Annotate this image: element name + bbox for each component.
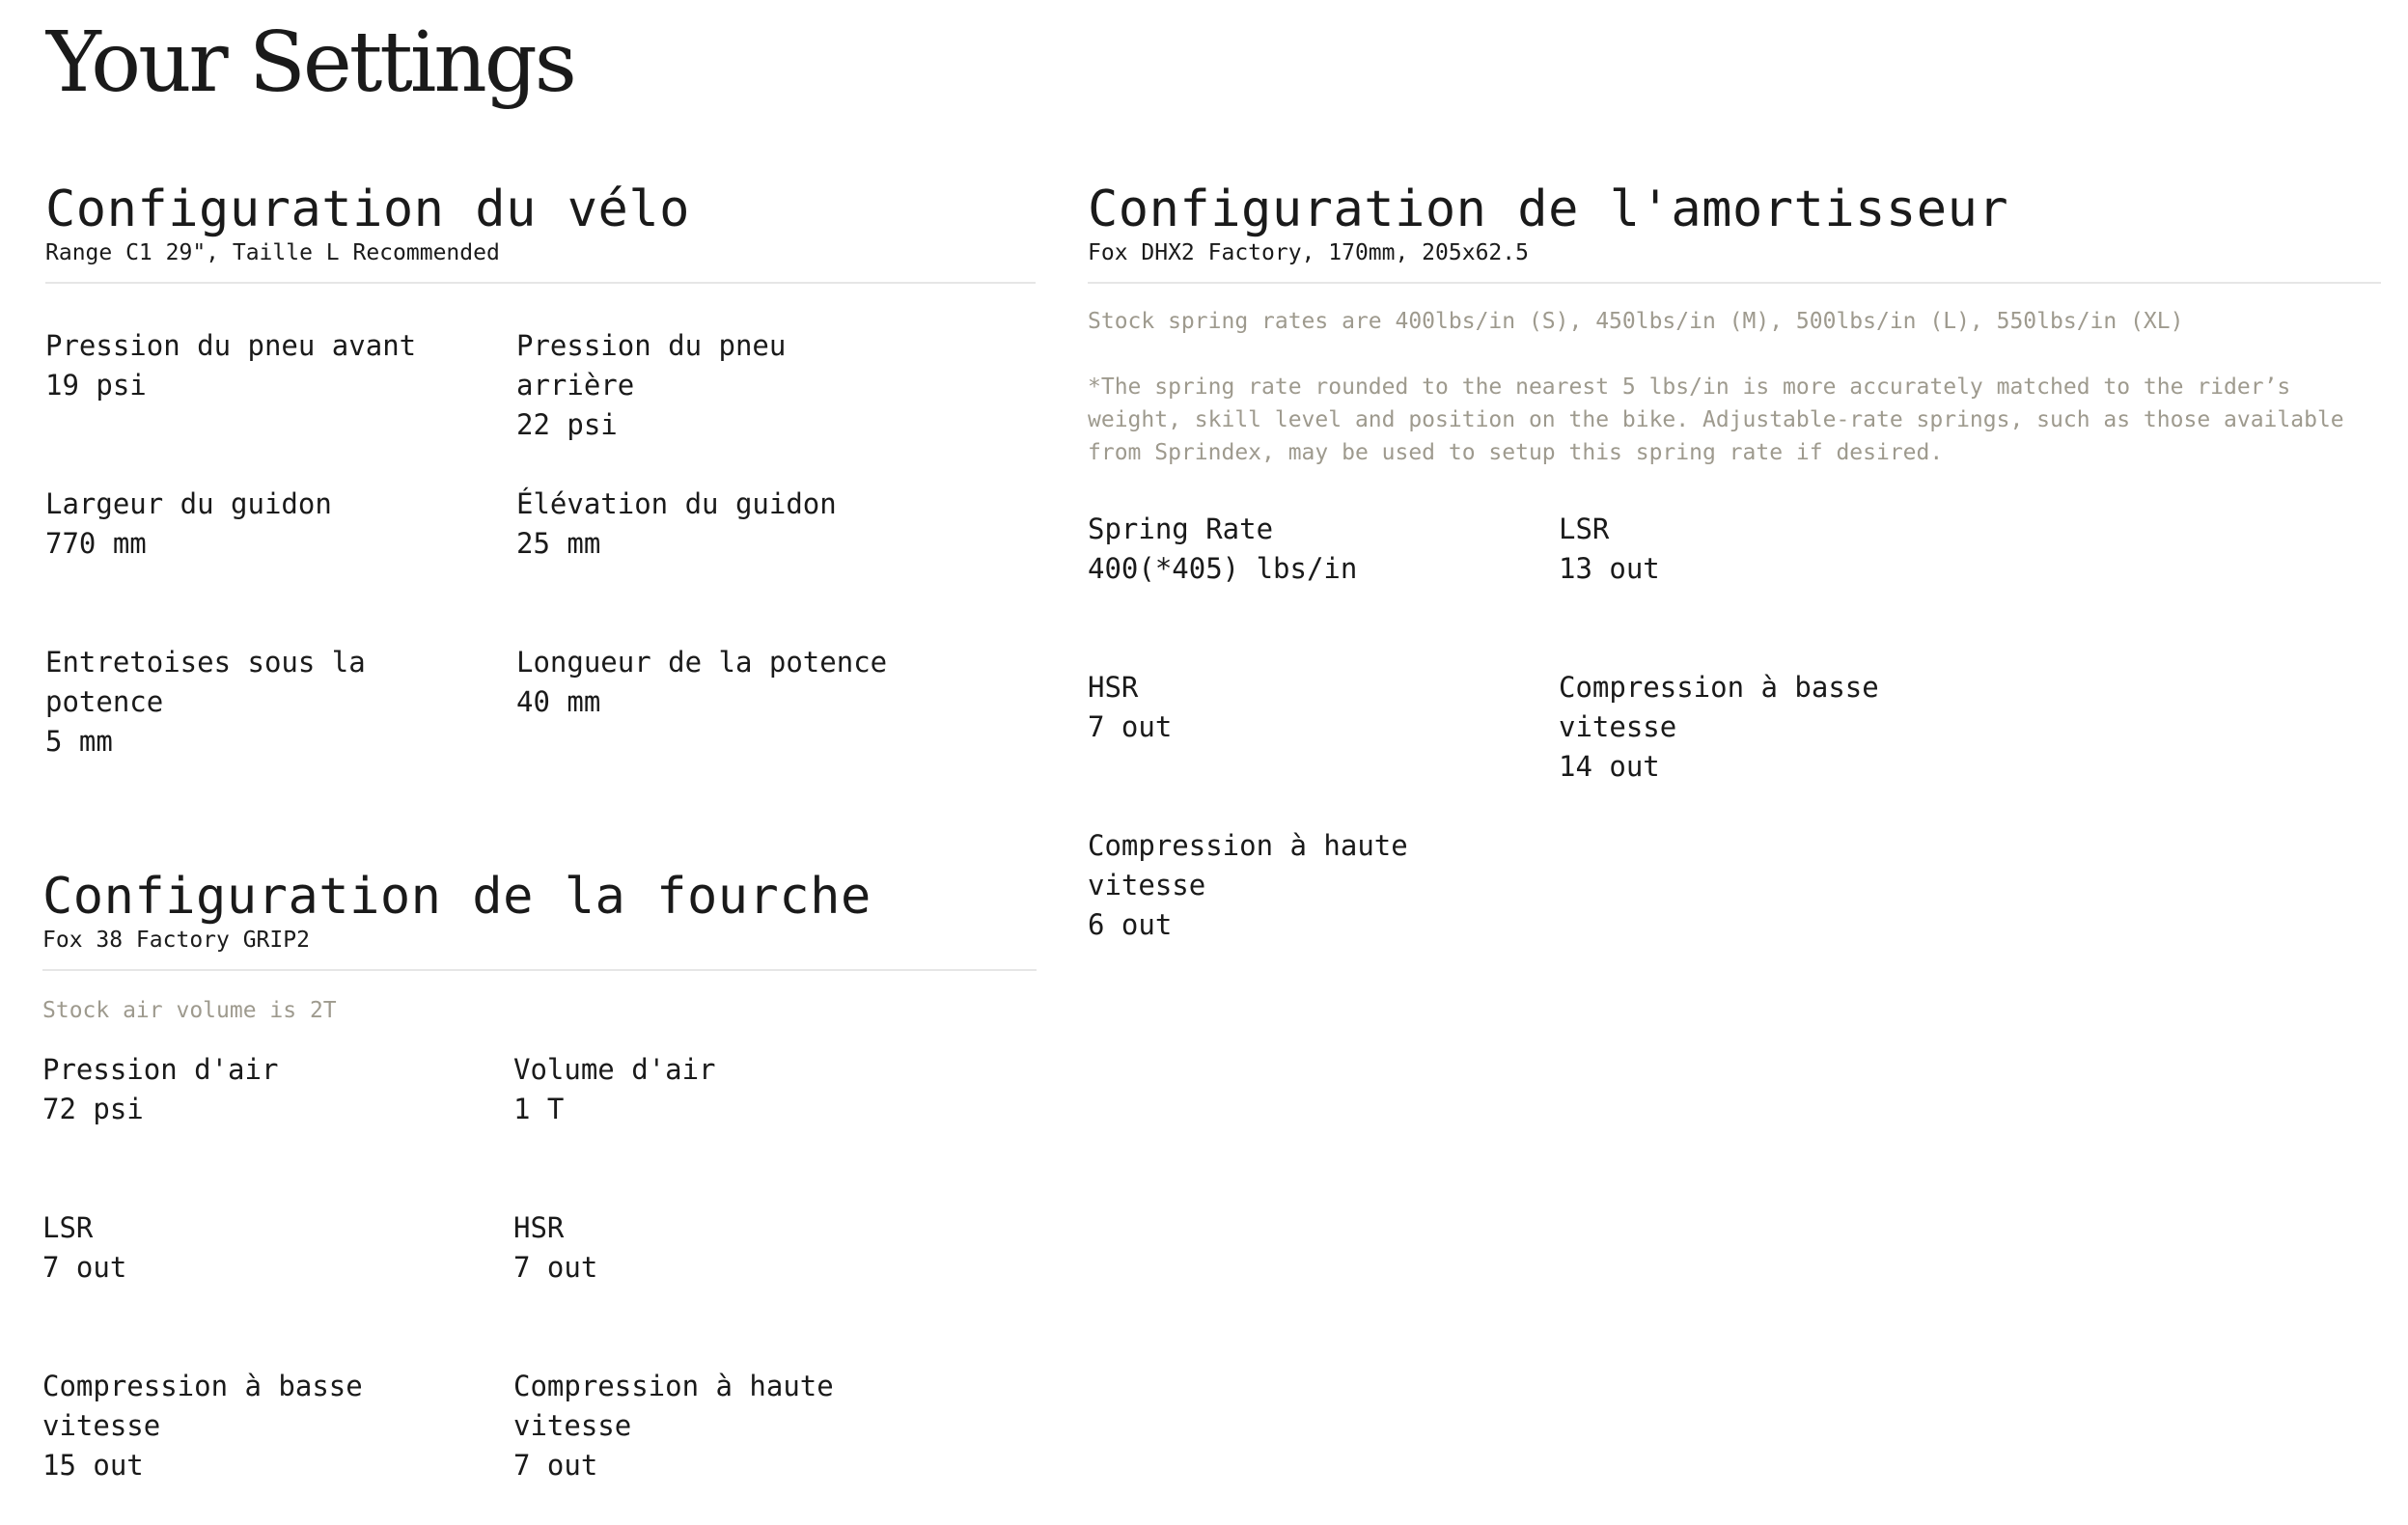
setting-label: Compression à haute vitesse — [1088, 828, 1408, 901]
shock-section-title: Configuration de l'amortisseur — [1088, 180, 2009, 238]
setting-value: 19 psi — [45, 368, 147, 402]
setting-value: 72 psi — [42, 1092, 144, 1125]
fork-settings-grid — [42, 1050, 1037, 1525]
shock-stock-spring-rates-note: Stock spring rates are 400lbs/in (S), 450lbs/in (M), 500lbs/in (L), 550lbs/in (XL) — [1088, 308, 2184, 334]
shock-spring-rate-footnote: *The spring rate rounded to the nearest 5 lbs/in is more accurately matched to the rider’s weight, skill level and position on the bike. Adjustable-rate springs, such as those available from Sprindex, may be used to setup this spring rate if desired. — [1088, 374, 2344, 465]
setting-value: 14 out — [1559, 749, 1660, 783]
setting-stem-spacers — [45, 643, 516, 801]
setting-shock-spring-rate — [1088, 510, 1559, 668]
setting-handlebar-rise — [516, 485, 987, 643]
setting-value: 15 out — [42, 1448, 144, 1482]
setting-value: 40 mm — [516, 684, 601, 718]
setting-fork-air-volume — [513, 1050, 984, 1208]
fork-section-divider — [42, 969, 1037, 971]
setting-stem-length — [516, 643, 987, 801]
setting-value: 25 mm — [516, 526, 601, 560]
setting-label: HSR — [513, 1210, 565, 1244]
setting-label: Compression à basse vitesse — [42, 1369, 363, 1442]
setting-label: Compression à basse vitesse — [1559, 670, 1879, 743]
setting-value: 400(*405) lbs/in — [1088, 551, 1358, 585]
fork-air-volume-note: Stock air volume is 2T — [42, 997, 337, 1023]
setting-label: Pression d'air — [42, 1052, 279, 1086]
setting-label: LSR — [42, 1210, 94, 1244]
setting-label: Largeur du guidon — [45, 486, 332, 520]
setting-shock-low-speed-compression — [1559, 668, 2030, 826]
setting-label: HSR — [1088, 670, 1139, 704]
bike-section-divider — [45, 282, 1036, 284]
setting-value: 5 mm — [45, 724, 113, 758]
setting-label: Entretoises sous la potence — [45, 645, 366, 718]
shock-section-divider — [1088, 282, 2381, 284]
bike-section-title: Configuration du vélo — [45, 180, 690, 238]
setting-label: Pression du pneu arrière — [516, 328, 787, 402]
setting-fork-high-speed-compression — [513, 1367, 984, 1525]
setting-label: Compression à haute vitesse — [513, 1369, 834, 1442]
setting-label: Spring Rate — [1088, 512, 1274, 545]
setting-value: 13 out — [1559, 551, 1660, 585]
setting-value: 6 out — [1088, 907, 1173, 941]
fork-section-subtitle: Fox 38 Factory GRIP2 — [42, 927, 310, 953]
setting-handlebar-width — [45, 485, 516, 643]
shock-section-subtitle: Fox DHX2 Factory, 170mm, 205x62.5 — [1088, 239, 1529, 265]
bike-configuration-section — [45, 181, 1036, 801]
setting-value: 7 out — [513, 1448, 598, 1482]
setting-shock-lsr — [1559, 510, 2030, 668]
setting-fork-hsr — [513, 1208, 984, 1367]
setting-value: 7 out — [42, 1250, 127, 1284]
setting-value: 22 psi — [516, 407, 618, 441]
bike-settings-grid — [45, 326, 1036, 801]
setting-shock-high-speed-compression — [1088, 826, 1559, 984]
setting-front-tire-pressure — [45, 326, 516, 485]
setting-fork-air-pressure — [42, 1050, 513, 1208]
setting-rear-tire-pressure — [516, 326, 987, 485]
setting-label: Longueur de la potence — [516, 645, 888, 679]
shock-settings-grid — [1088, 510, 2381, 984]
shock-configuration-section — [1088, 181, 2381, 984]
fork-configuration-section — [42, 869, 1037, 1525]
setting-value: 7 out — [1088, 709, 1173, 743]
setting-value: 1 T — [513, 1092, 565, 1125]
setting-fork-low-speed-compression — [42, 1367, 513, 1525]
setting-shock-hsr — [1088, 668, 1559, 826]
setting-label: LSR — [1559, 512, 1610, 545]
setting-label: Pression du pneu avant — [45, 328, 417, 362]
setting-label: Volume d'air — [513, 1052, 716, 1086]
setting-fork-lsr — [42, 1208, 513, 1367]
setting-value: 7 out — [513, 1250, 598, 1284]
page-title: Your Settings — [46, 14, 574, 111]
fork-section-title: Configuration de la fourche — [42, 868, 872, 926]
setting-label: Élévation du guidon — [516, 486, 837, 520]
bike-section-subtitle: Range C1 29", Taille L Recommended — [45, 239, 500, 265]
setting-value: 770 mm — [45, 526, 147, 560]
